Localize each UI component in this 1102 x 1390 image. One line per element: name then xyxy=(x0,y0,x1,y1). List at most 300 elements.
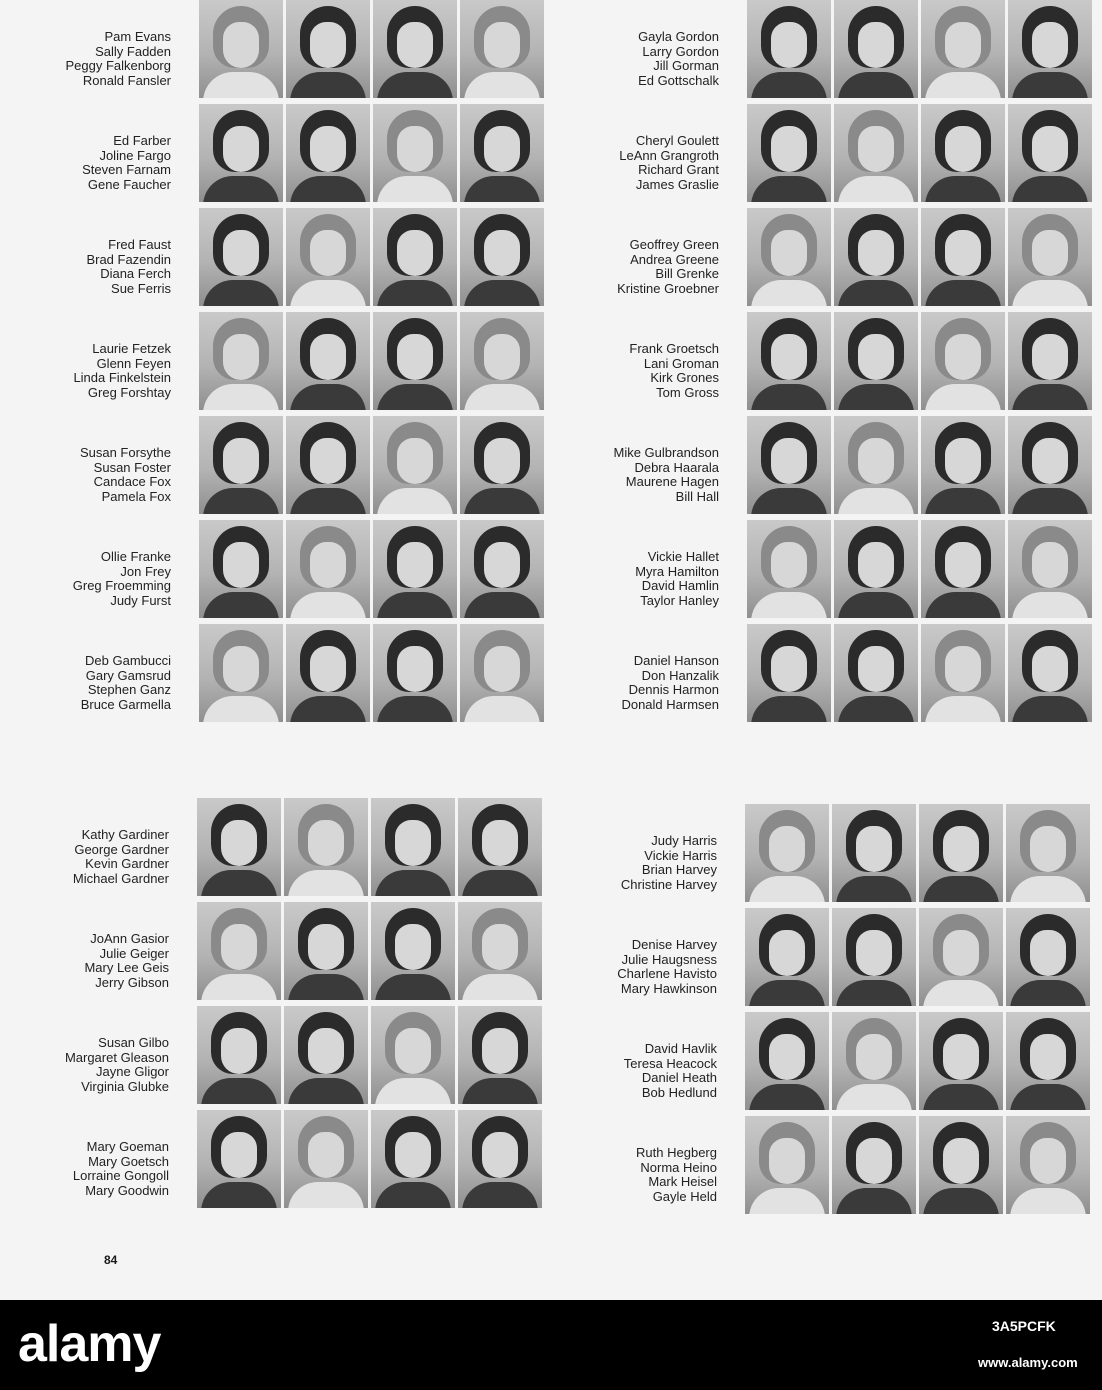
portrait-body xyxy=(290,592,366,618)
student-name: Bill Hall xyxy=(675,488,719,504)
watermark-url: www.alamy.com xyxy=(978,1355,1078,1370)
student-name: Dennis Harmon xyxy=(628,682,719,697)
student-portrait xyxy=(834,520,918,618)
name-caption xyxy=(80,446,171,504)
student-portrait xyxy=(834,0,918,98)
student-name: Christine Harvey xyxy=(620,876,717,892)
portrait-body xyxy=(290,384,366,410)
student-name: David Hamlin xyxy=(641,578,719,593)
photo-strip xyxy=(199,312,544,410)
student-name: Daniel Heath xyxy=(641,1070,717,1085)
portrait-body xyxy=(290,696,366,722)
name-caption xyxy=(73,1140,169,1198)
portrait-row xyxy=(72,1110,542,1214)
alamy-logo: alamy xyxy=(18,1315,161,1373)
student-name: Ruth Hegberg xyxy=(636,1145,717,1160)
portrait-face xyxy=(310,334,346,380)
student-name: Mark Heisel xyxy=(648,1174,717,1189)
student-portrait xyxy=(458,798,542,896)
portrait-block-top-left xyxy=(65,0,544,728)
student-name: Julie Haugsness xyxy=(621,951,717,967)
student-portrait xyxy=(921,0,1005,98)
name-caption xyxy=(614,446,720,504)
portrait-body xyxy=(462,1078,538,1104)
portrait-row xyxy=(64,1006,542,1110)
student-name: David Havlik xyxy=(644,1041,717,1056)
student-portrait xyxy=(921,208,1005,306)
portrait-body xyxy=(1010,1084,1086,1110)
portrait-body xyxy=(462,974,538,1000)
student-portrait xyxy=(919,1116,1003,1214)
portrait-body xyxy=(464,176,540,202)
student-name: Jayne Gligor xyxy=(96,1064,169,1079)
name-caption xyxy=(636,1146,717,1204)
student-portrait xyxy=(284,1006,368,1104)
student-name: Bill Grenke xyxy=(655,266,719,281)
student-portrait xyxy=(286,208,370,306)
portrait-face xyxy=(856,1138,892,1184)
student-name: Mary Lee Geis xyxy=(84,960,169,975)
portrait-face xyxy=(771,22,807,68)
name-caption xyxy=(617,938,717,996)
student-name: Denise Harvey xyxy=(631,937,717,952)
name-caption xyxy=(617,238,719,296)
student-name: Vickie Harris xyxy=(644,847,717,863)
student-name: Mary Goeman xyxy=(86,1139,169,1154)
portrait-face xyxy=(945,22,981,68)
portrait-face xyxy=(397,334,433,380)
portrait-face xyxy=(482,1132,518,1178)
student-portrait xyxy=(199,312,283,410)
portrait-body xyxy=(203,488,279,514)
student-name: Judy Harris xyxy=(651,833,717,848)
student-name: Andrea Greene xyxy=(630,251,719,267)
portrait-row xyxy=(621,624,1092,728)
portrait-row xyxy=(84,902,542,1006)
portrait-face xyxy=(856,1034,892,1080)
portrait-block-bottom-left xyxy=(64,798,542,1214)
portrait-face xyxy=(395,1132,431,1178)
student-portrait xyxy=(286,416,370,514)
student-name: Peggy Falkenborg xyxy=(65,58,171,73)
student-portrait xyxy=(199,0,283,98)
student-portrait xyxy=(373,312,457,410)
portrait-face xyxy=(1032,542,1068,588)
student-name: Ed Gottschalk xyxy=(638,72,719,88)
portrait-body xyxy=(377,280,453,306)
portrait-body xyxy=(836,1084,912,1110)
student-name: Debra Haarala xyxy=(634,459,719,475)
student-name: Kirk Grones xyxy=(650,370,719,385)
name-caption xyxy=(638,30,719,88)
portrait-face xyxy=(771,542,807,588)
student-name: Jon Frey xyxy=(120,563,171,579)
student-portrait xyxy=(371,1006,455,1104)
student-portrait xyxy=(745,1012,829,1110)
student-portrait xyxy=(286,520,370,618)
portrait-face xyxy=(484,438,520,484)
student-name: Judy Furst xyxy=(110,592,171,608)
student-name: Diana Ferch xyxy=(100,266,171,281)
portrait-face xyxy=(484,542,520,588)
student-name: Ronald Fansler xyxy=(82,72,171,88)
student-portrait xyxy=(1006,1012,1090,1110)
portrait-face xyxy=(771,438,807,484)
portrait-face xyxy=(858,230,894,276)
name-caption xyxy=(84,932,169,990)
student-name: Myra Hamilton xyxy=(635,563,719,579)
portrait-body xyxy=(462,1182,538,1208)
student-name: Ollie Franke xyxy=(100,549,171,564)
portrait-face xyxy=(223,22,259,68)
name-caption xyxy=(73,342,171,400)
student-name: Susan Foster xyxy=(93,459,171,475)
portrait-body xyxy=(838,592,914,618)
photo-strip xyxy=(747,416,1092,514)
student-portrait xyxy=(460,208,544,306)
portrait-face xyxy=(223,126,259,172)
student-name: Sue Ferris xyxy=(111,280,171,296)
portrait-body xyxy=(836,876,912,902)
student-portrait xyxy=(832,804,916,902)
photo-strip xyxy=(747,624,1092,722)
portrait-row xyxy=(619,104,1092,208)
portrait-row xyxy=(72,798,542,902)
student-portrait xyxy=(921,312,1005,410)
student-name: Mary Hawkinson xyxy=(620,980,717,996)
portrait-body xyxy=(925,592,1001,618)
portrait-face xyxy=(397,22,433,68)
portrait-face xyxy=(1032,22,1068,68)
student-name: Stephen Ganz xyxy=(87,682,171,697)
portrait-face xyxy=(484,126,520,172)
student-portrait xyxy=(373,624,457,722)
portrait-body xyxy=(1012,592,1088,618)
portrait-face xyxy=(310,126,346,172)
student-portrait xyxy=(747,104,831,202)
student-portrait xyxy=(919,908,1003,1006)
student-portrait xyxy=(747,624,831,722)
student-portrait xyxy=(1006,1116,1090,1214)
name-caption xyxy=(65,30,171,88)
portrait-face xyxy=(943,1034,979,1080)
student-portrait xyxy=(834,624,918,722)
portrait-body xyxy=(838,696,914,722)
student-portrait xyxy=(284,902,368,1000)
portrait-face xyxy=(945,230,981,276)
student-portrait xyxy=(286,312,370,410)
photo-strip xyxy=(199,0,544,98)
portrait-block-top-right xyxy=(613,0,1092,728)
portrait-body xyxy=(290,176,366,202)
student-portrait xyxy=(747,0,831,98)
student-name: Jill Gorman xyxy=(653,58,719,73)
student-portrait xyxy=(1008,104,1092,202)
photo-strip xyxy=(747,104,1092,202)
photo-strip xyxy=(199,624,544,722)
portrait-row xyxy=(617,908,1090,1012)
student-name: Maurene Hagen xyxy=(625,474,719,489)
student-portrait xyxy=(921,104,1005,202)
portrait-body xyxy=(1012,384,1088,410)
portrait-face xyxy=(771,230,807,276)
portrait-body xyxy=(288,1078,364,1104)
student-name: Donald Harmsen xyxy=(621,696,719,712)
portrait-face xyxy=(858,542,894,588)
portrait-face xyxy=(221,820,257,866)
portrait-body xyxy=(290,72,366,98)
portrait-face xyxy=(223,646,259,692)
photo-strip xyxy=(747,0,1092,98)
portrait-body xyxy=(203,592,279,618)
portrait-face xyxy=(1032,126,1068,172)
student-name: Laurie Fetzek xyxy=(92,341,171,356)
student-portrait xyxy=(460,416,544,514)
student-name: Daniel Hanson xyxy=(633,653,719,668)
student-portrait xyxy=(199,104,283,202)
student-name: Pam Evans xyxy=(104,29,171,44)
portrait-body xyxy=(836,980,912,1006)
student-name: Greg Froemming xyxy=(72,578,171,593)
portrait-face xyxy=(856,930,892,976)
portrait-face xyxy=(395,1028,431,1074)
student-portrait xyxy=(1008,312,1092,410)
portrait-body xyxy=(749,1084,825,1110)
student-name: Geoffrey Green xyxy=(629,237,719,252)
name-caption xyxy=(81,654,171,712)
name-caption xyxy=(65,1036,169,1094)
student-portrait xyxy=(373,0,457,98)
student-portrait xyxy=(460,0,544,98)
student-portrait xyxy=(199,208,283,306)
name-caption xyxy=(624,1042,717,1100)
student-portrait xyxy=(1008,208,1092,306)
portrait-body xyxy=(464,384,540,410)
portrait-face xyxy=(397,542,433,588)
portrait-body xyxy=(464,488,540,514)
student-name: Fred Faust xyxy=(108,237,171,252)
portrait-body xyxy=(288,870,364,896)
portrait-row xyxy=(65,0,544,104)
portrait-face xyxy=(771,334,807,380)
portrait-body xyxy=(838,176,914,202)
portrait-body xyxy=(838,280,914,306)
portrait-face xyxy=(945,646,981,692)
photo-strip xyxy=(197,902,542,1000)
student-portrait xyxy=(458,1006,542,1104)
student-name: George Gardner xyxy=(74,841,169,857)
portrait-face xyxy=(1030,1138,1066,1184)
portrait-body xyxy=(464,592,540,618)
portrait-body xyxy=(375,870,451,896)
portrait-face xyxy=(221,924,257,970)
photo-strip xyxy=(745,1116,1090,1214)
portrait-row xyxy=(638,0,1092,104)
student-portrait xyxy=(921,520,1005,618)
portrait-body xyxy=(751,488,827,514)
portrait-body xyxy=(375,1078,451,1104)
student-name: Susan Forsythe xyxy=(79,445,171,460)
portrait-body xyxy=(751,384,827,410)
student-name: James Graslie xyxy=(635,176,719,192)
photo-strip xyxy=(745,1012,1090,1110)
portrait-row xyxy=(73,312,544,416)
portrait-body xyxy=(377,72,453,98)
watermark-footer xyxy=(0,1300,1102,1390)
student-portrait xyxy=(373,416,457,514)
portrait-body xyxy=(201,870,277,896)
portrait-body xyxy=(923,876,999,902)
portrait-body xyxy=(836,1188,912,1214)
portrait-row xyxy=(635,520,1092,624)
portrait-face xyxy=(943,826,979,872)
portrait-face xyxy=(769,1034,805,1080)
student-portrait xyxy=(371,902,455,1000)
student-name: Vickie Hallet xyxy=(647,549,719,564)
student-portrait xyxy=(832,1116,916,1214)
student-name: Susan Gilbo xyxy=(98,1035,169,1050)
student-name: Gayla Gordon xyxy=(638,29,719,44)
student-name: Bob Hedlund xyxy=(641,1084,717,1100)
portrait-face xyxy=(310,646,346,692)
portrait-face xyxy=(395,820,431,866)
student-name: Gene Faucher xyxy=(87,176,171,192)
portrait-row xyxy=(86,208,544,312)
photo-strip xyxy=(745,804,1090,902)
student-portrait xyxy=(197,1006,281,1104)
student-portrait xyxy=(834,104,918,202)
portrait-body xyxy=(288,1182,364,1208)
student-name: Don Hanzalik xyxy=(641,667,719,683)
student-name: Gayle Held xyxy=(652,1188,717,1204)
student-portrait xyxy=(921,416,1005,514)
portrait-face xyxy=(308,1132,344,1178)
portrait-body xyxy=(375,974,451,1000)
student-name: Tom Gross xyxy=(656,384,719,400)
student-name: Kristine Groebner xyxy=(617,280,719,296)
name-caption xyxy=(82,134,171,192)
image-id: 3A5PCFK xyxy=(992,1318,1056,1334)
student-portrait xyxy=(834,416,918,514)
student-portrait xyxy=(460,312,544,410)
photo-strip xyxy=(197,798,542,896)
student-portrait xyxy=(745,1116,829,1214)
student-name: Margaret Gleason xyxy=(64,1049,169,1065)
student-name: Linda Finkelstein xyxy=(73,370,171,385)
portrait-body xyxy=(925,696,1001,722)
portrait-row xyxy=(629,312,1092,416)
student-name: Ed Farber xyxy=(113,133,171,148)
student-name: Joline Fargo xyxy=(99,147,171,163)
student-portrait xyxy=(460,624,544,722)
student-portrait xyxy=(458,902,542,1000)
name-caption xyxy=(73,828,169,886)
portrait-body xyxy=(203,176,279,202)
portrait-face xyxy=(397,126,433,172)
student-portrait xyxy=(1008,416,1092,514)
page-number: 84 xyxy=(104,1253,118,1267)
portrait-body xyxy=(377,176,453,202)
portrait-face xyxy=(769,930,805,976)
student-portrait xyxy=(747,416,831,514)
student-portrait xyxy=(199,416,283,514)
student-name: Lorraine Gongoll xyxy=(72,1168,169,1183)
student-name: Frank Groetsch xyxy=(629,341,719,356)
portrait-body xyxy=(749,980,825,1006)
portrait-face xyxy=(308,924,344,970)
student-portrait xyxy=(373,104,457,202)
student-portrait xyxy=(284,798,368,896)
portrait-body xyxy=(1012,176,1088,202)
student-portrait xyxy=(286,624,370,722)
student-portrait xyxy=(199,624,283,722)
portrait-body xyxy=(464,696,540,722)
student-portrait xyxy=(373,520,457,618)
name-caption xyxy=(86,238,171,296)
student-name: Candace Fox xyxy=(93,474,171,489)
student-portrait xyxy=(832,1012,916,1110)
portrait-body xyxy=(749,876,825,902)
student-portrait xyxy=(286,104,370,202)
name-caption xyxy=(73,550,171,608)
student-portrait xyxy=(747,208,831,306)
portrait-row xyxy=(623,1012,1090,1116)
portrait-body xyxy=(923,980,999,1006)
portrait-body xyxy=(751,280,827,306)
portrait-body xyxy=(925,280,1001,306)
photo-strip xyxy=(197,1006,542,1104)
student-portrait xyxy=(834,208,918,306)
student-name: Taylor Hanley xyxy=(640,592,719,608)
student-portrait xyxy=(371,1110,455,1208)
portrait-body xyxy=(203,280,279,306)
photo-strip xyxy=(747,208,1092,306)
portrait-face xyxy=(945,126,981,172)
portrait-body xyxy=(923,1084,999,1110)
student-portrait xyxy=(286,0,370,98)
portrait-body xyxy=(288,974,364,1000)
portrait-face xyxy=(397,438,433,484)
student-portrait xyxy=(919,1012,1003,1110)
student-portrait xyxy=(1008,520,1092,618)
student-name: Gary Gamsrud xyxy=(85,667,171,683)
portrait-row xyxy=(620,804,1090,908)
photo-strip xyxy=(197,1110,542,1208)
portrait-body xyxy=(1012,696,1088,722)
student-name: Mary Goodwin xyxy=(85,1182,169,1198)
portrait-row xyxy=(82,104,544,208)
portrait-row xyxy=(72,520,544,624)
student-name: Bruce Garmella xyxy=(80,696,171,712)
portrait-body xyxy=(751,72,827,98)
portrait-body xyxy=(925,176,1001,202)
student-portrait xyxy=(284,1110,368,1208)
student-name: Jerry Gibson xyxy=(95,974,169,990)
portrait-face xyxy=(858,646,894,692)
portrait-body xyxy=(377,592,453,618)
portrait-body xyxy=(749,1188,825,1214)
portrait-body xyxy=(838,72,914,98)
student-portrait xyxy=(1006,804,1090,902)
portrait-face xyxy=(395,924,431,970)
student-name: JoAnn Gasior xyxy=(90,931,169,946)
portrait-face xyxy=(1030,826,1066,872)
portrait-body xyxy=(290,488,366,514)
portrait-face xyxy=(308,1028,344,1074)
portrait-face xyxy=(482,820,518,866)
portrait-body xyxy=(201,1078,277,1104)
student-portrait xyxy=(1008,0,1092,98)
